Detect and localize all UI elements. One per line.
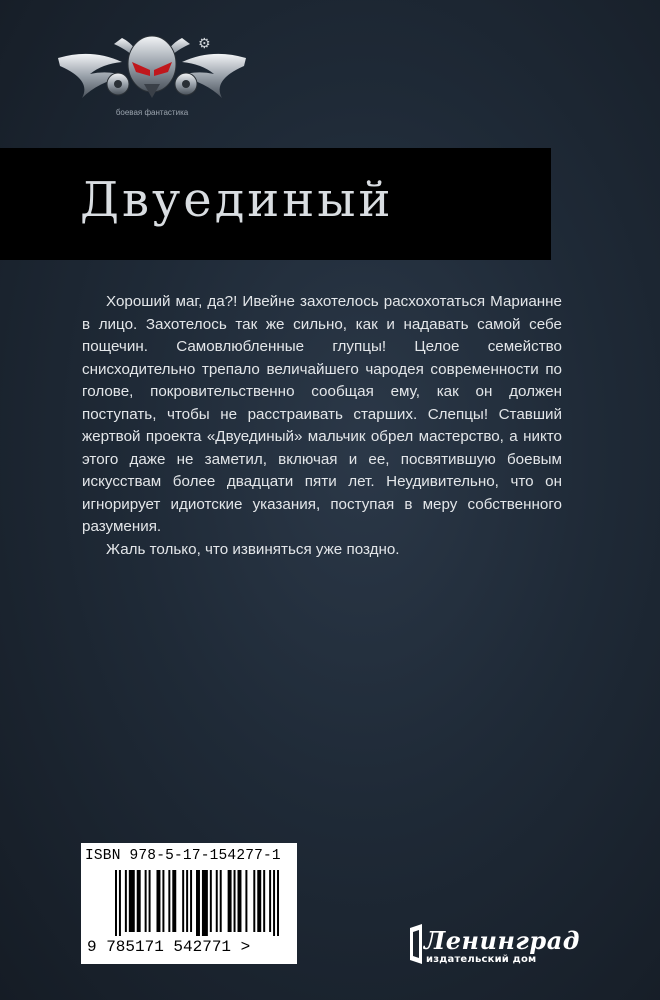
barcode-bar <box>145 870 147 932</box>
barcode-bar <box>210 870 212 932</box>
isbn-label: ISBN 978-5-17-154277-1 <box>85 848 281 864</box>
series-logo <box>52 18 252 128</box>
barcode-bar <box>129 870 135 932</box>
barcode-bar <box>269 870 271 932</box>
barcode-bar <box>277 870 279 936</box>
isbn-box <box>81 843 297 964</box>
publisher-subtitle: издательский дом <box>426 954 537 965</box>
publisher-name: Ленинград <box>424 926 580 955</box>
barcode-bar <box>238 870 242 932</box>
annotation-paragraph: Жаль только, что извиняться уже поздно. <box>106 540 400 558</box>
barcode-bar <box>263 870 265 932</box>
barcode-bar <box>156 870 160 932</box>
barcode-bar <box>125 870 127 932</box>
barcode-bar <box>253 870 255 932</box>
barcode-bar <box>216 870 218 932</box>
annotation-paragraph: Хороший маг, да?! Ивейне захотелось расхохотаться Марианне в лицо. Захотелось так же сильно, как и надавать самой себе пощечин. Самовлюбленные глупцы! Целое семейство снисходительно трепало величайшего чародея современности по голове, покровительственно сообщая ему, как он должен поступать, чтобы не расстраивать старших. Слепцы! Ставший жертвой проекта «Двуединый» мальчик обрел мастерство, а никто этого даже не заметил, включая и ее, посвятившую боевым искусствам более двадцати пяти лет. Неудивительно, что он игнорирует идиотские указания, поступая в меру собственного разумения. <box>82 293 562 535</box>
barcode-bar <box>245 870 247 932</box>
barcode-bar <box>220 870 222 932</box>
barcode-bar <box>115 870 117 936</box>
book-title: Двуединый <box>80 172 394 228</box>
svg-text:⚙: ⚙ <box>198 36 211 52</box>
barcode-bar <box>190 870 192 932</box>
annotation <box>82 291 562 561</box>
barcode-bar <box>273 870 275 936</box>
publisher-logo <box>408 924 578 974</box>
barcode-bar <box>228 870 232 932</box>
barcode-bar <box>202 870 208 936</box>
barcode-bar <box>182 870 184 932</box>
barcode-bar <box>172 870 176 932</box>
ean-digits: 9 785171 542771 > <box>87 938 251 956</box>
barcode-bar <box>162 870 164 932</box>
barcode-bar <box>186 870 188 932</box>
publisher-mark-icon <box>408 924 424 964</box>
barcode-bar <box>149 870 151 932</box>
barcode-bar <box>196 870 200 936</box>
barcode-bar <box>257 870 261 932</box>
barcode-bar <box>137 870 141 932</box>
barcode-bar <box>168 870 170 932</box>
barcode-icon <box>115 870 279 936</box>
series-caption: боевая фантастика <box>115 108 189 117</box>
barcode-bar <box>234 870 236 932</box>
barcode-bar <box>119 870 121 936</box>
